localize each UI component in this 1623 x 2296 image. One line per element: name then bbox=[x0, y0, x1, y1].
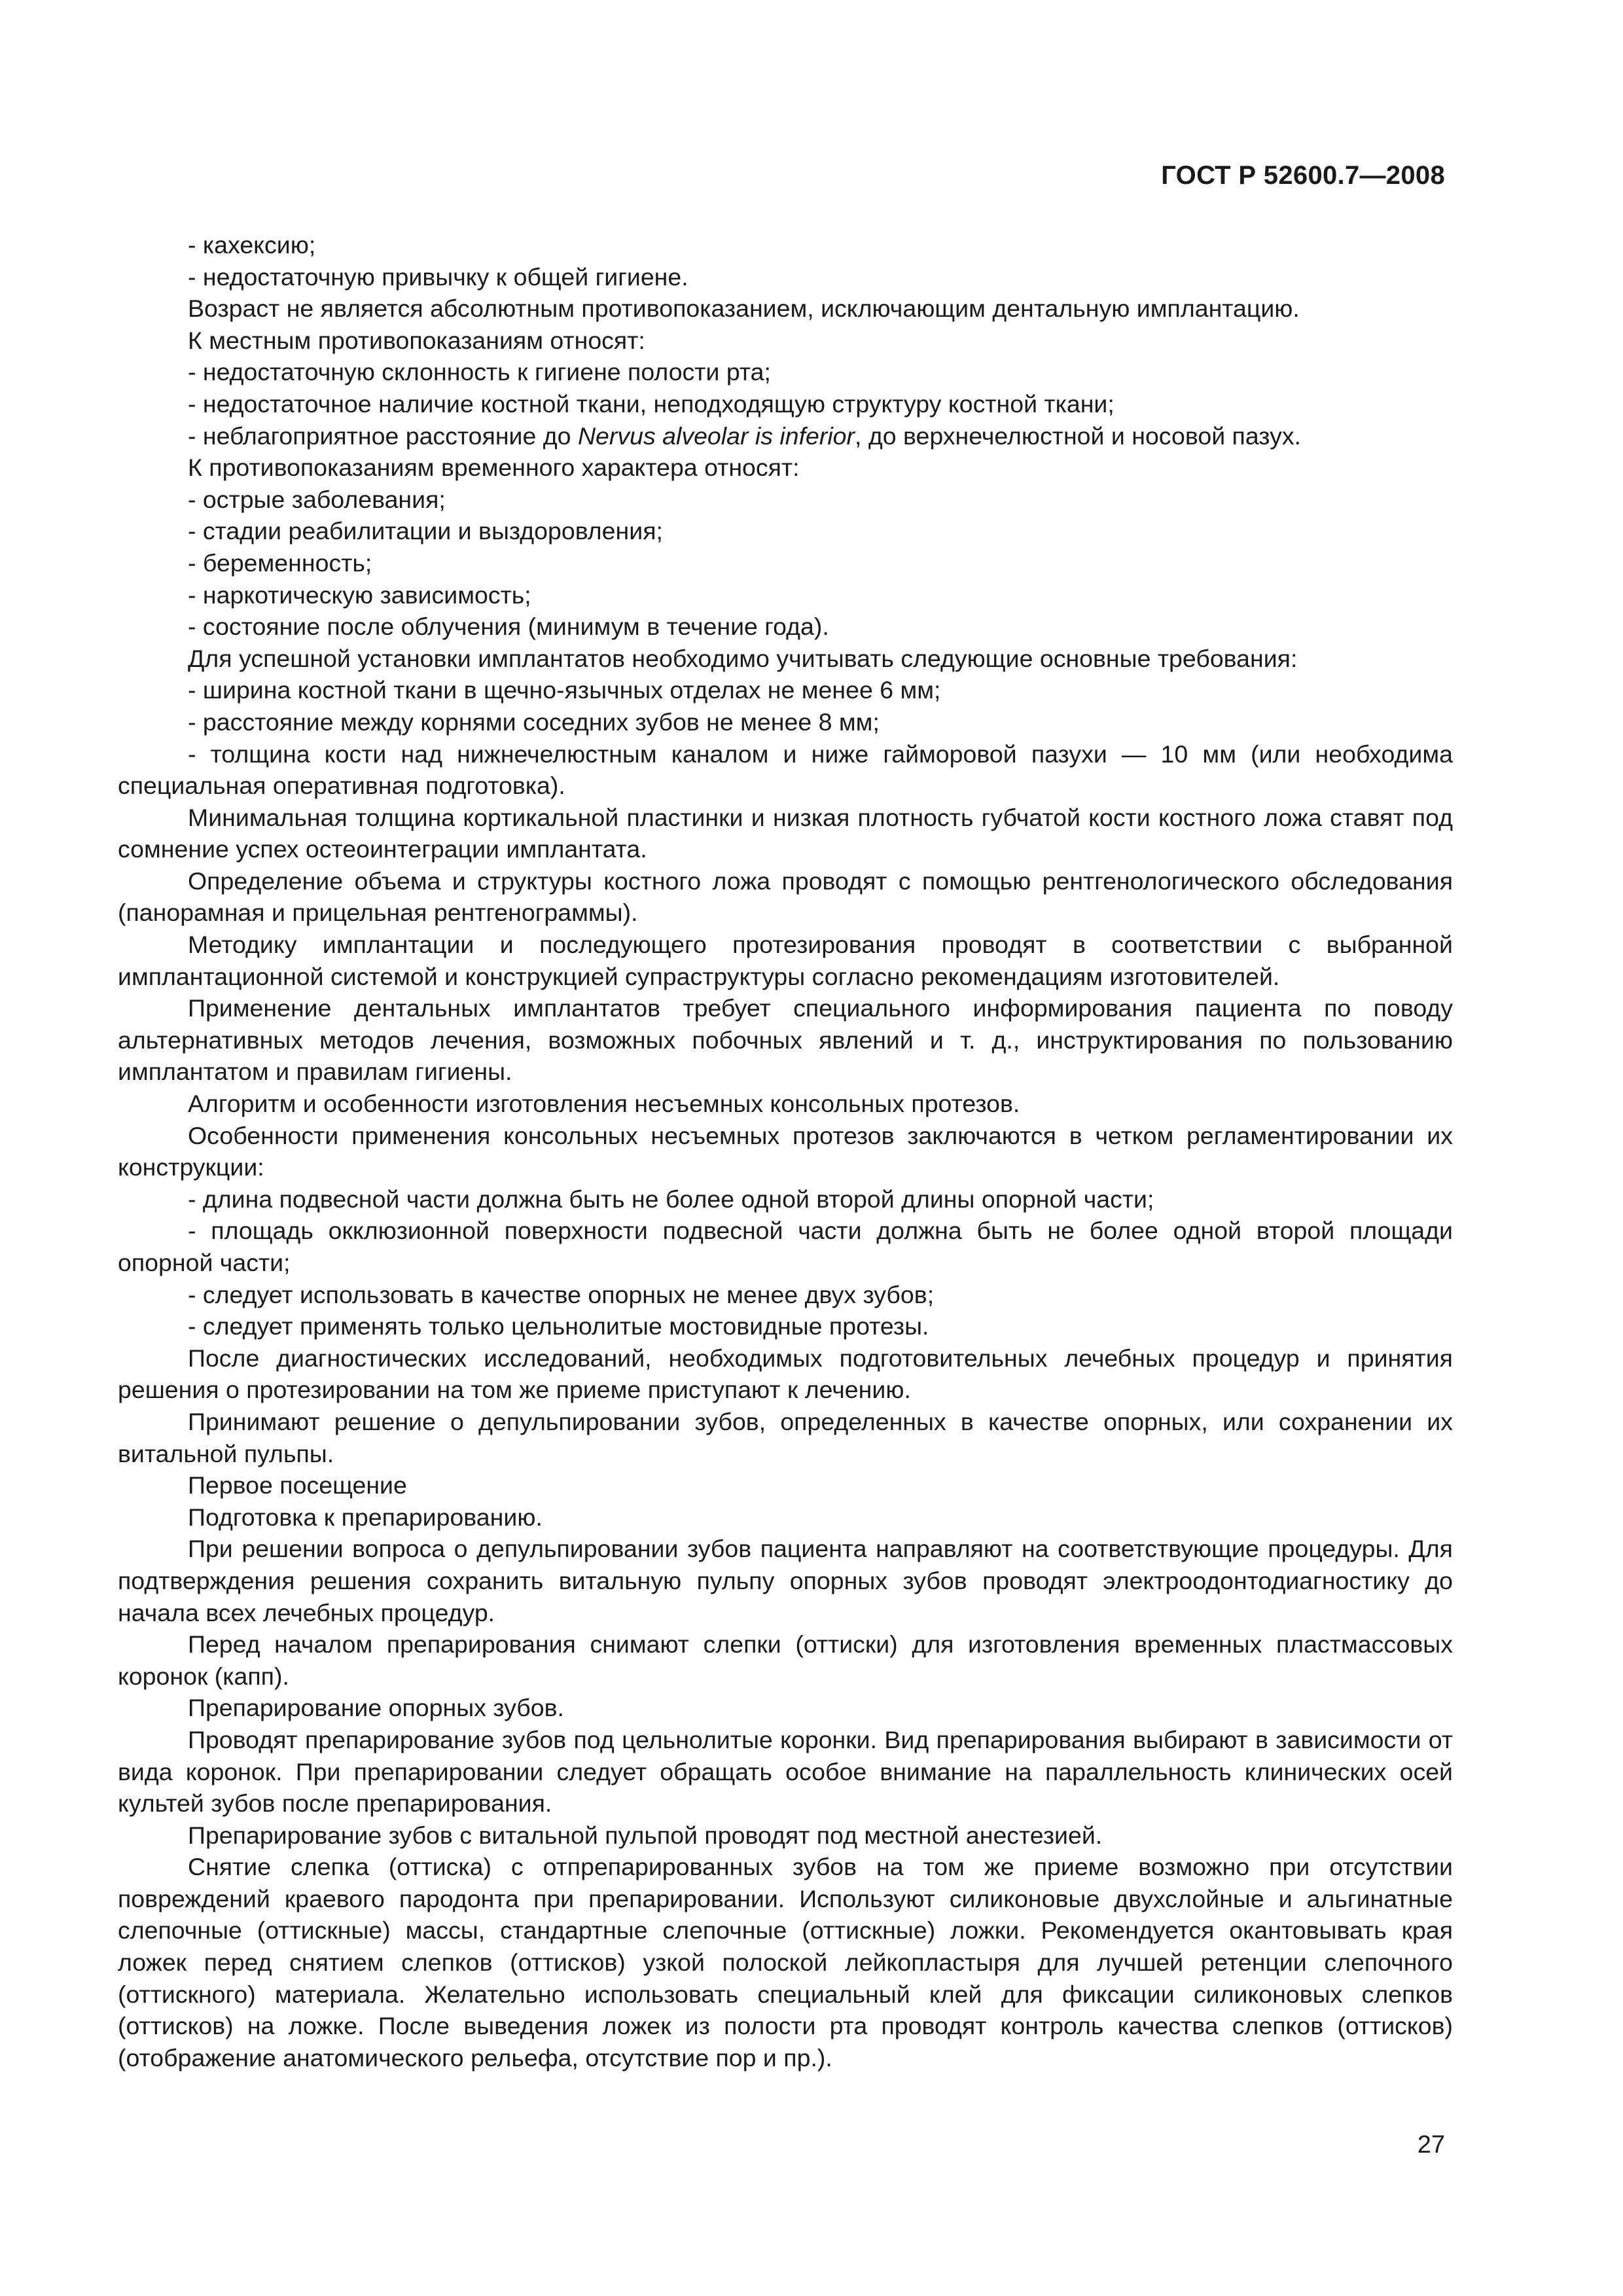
paragraph: - следует использовать в качестве опорных не менее двух зубов; bbox=[188, 1280, 935, 1308]
paragraph: Определение объема и структуры костного ложа проводят с помощью рентгенологического обследования (панорамная и прицельная рентгенограммы). bbox=[118, 867, 1453, 927]
paragraph: Препарирование зубов с витальной пульпой проводят под местной анестезией. bbox=[188, 1821, 1103, 1849]
paragraph: Алгоритм и особенности изготовления несъемных консольных протезов. bbox=[188, 1090, 1020, 1118]
paragraph: Подготовка к препарированию. bbox=[188, 1503, 543, 1531]
paragraph: Минимальная толщина кортикальной пластинки и низкая плотность губчатой кости костного ложа ставят под сомнение успех остеоинтеграции имплантата. bbox=[118, 803, 1453, 863]
paragraph: - недостаточную привычку к общей гигиене. bbox=[188, 262, 688, 291]
paragraph: Методику имплантации и последующего протезирования проводят в соответствии с выбранной имплантационной системой и конструкцией супраструктуры согласно рекомендациям изготовителей. bbox=[118, 931, 1453, 990]
latin-term: Nervus alveolar is inferior bbox=[577, 422, 855, 450]
paragraph: Особенности применения консольных несъемных протезов заключаются в четком регламентировании их конструкции: bbox=[118, 1121, 1453, 1181]
paragraph: - следует применять только цельнолитые мостовидные протезы. bbox=[188, 1312, 929, 1340]
paragraph: - толщина кости над нижнечелюстным каналом и ниже гайморовой пазухи — 10 мм (или необходима специальная оперативная подготовка). bbox=[118, 740, 1453, 800]
paragraph: Применение дентальных имплантатов требует специального информирования пациента по поводу альтернативных методов лечения, возможных побочных явлений и т. д., инструктирования по пользованию имплантатом и правилам гигиены. bbox=[118, 994, 1453, 1086]
paragraph: Препарирование опорных зубов. bbox=[188, 1694, 564, 1722]
paragraph: - состояние после облучения (минимум в течение года). bbox=[188, 613, 829, 641]
paragraph: Возраст не является абсолютным противопоказанием, исключающим дентальную имплантацию. bbox=[188, 295, 1300, 323]
paragraph-text: - неблагоприятное расстояние до bbox=[188, 422, 578, 450]
paragraph: После диагностических исследований, необходимых подготовительных лечебных процедур и принятия решения о протезировании на том же приеме приступают к лечению. bbox=[118, 1344, 1453, 1404]
paragraph bbox=[118, 420, 1453, 452]
paragraph: - кахексию; bbox=[188, 231, 316, 259]
paragraph: - стадии реабилитации и выздоровления; bbox=[188, 517, 663, 545]
paragraph: Перед началом препарирования снимают слепки (оттиски) для изготовления временных пластмассовых коронок (капп). bbox=[118, 1630, 1453, 1690]
paragraph: - острые заболевания; bbox=[188, 485, 446, 513]
paragraph: К местным противопоказаниям относят: bbox=[188, 326, 645, 354]
paragraph: При решении вопроса о депульпировании зубов пациента направляют на соответствующие процедуры. Для подтверждения решения сохранить витальную пульпу опорных зубов проводят электроодонтодиагностику до начала всех лечебных процедур. bbox=[118, 1535, 1453, 1626]
paragraph: Снятие слепка (оттиска) с отпрепарированных зубов на том же приеме возможно при отсутствии повреждений краевого пародонта при препарировании. Используют силиконовые двухслойные и альгинатные слепочные (оттискные) массы, стандартные слепочные (оттискные) ложки. Рекомендуется окантовывать края ложек перед снятием слепков (оттисков) узкой полоской лейкопластыря для лучшей ретенции слепочного (оттискного) материала. Желательно использовать специальный клей для фиксации силиконовых слепков (оттисков) на ложке. После выведения ложек из полости рта проводят контроль качества слепков (оттисков) (отображение анатомического рельефа, отсутствие пор и пр.). bbox=[118, 1853, 1453, 2072]
paragraph: Проводят препарирование зубов под цельнолитые коронки. Вид препарирования выбирают в зависимости от вида коронок. При препарировании следует обращать особое внимание на параллельность клинических осей культей зубов после препарирования. bbox=[118, 1725, 1453, 1818]
paragraph-text: , до верхнечелюстной и носовой пазух. bbox=[855, 422, 1301, 450]
paragraph: Первое посещение bbox=[188, 1471, 407, 1499]
paragraph: К противопоказаниям временного характера относят: bbox=[188, 454, 800, 482]
paragraph: - недостаточное наличие костной ткани, неподходящую структуру костной ткани; bbox=[188, 389, 1115, 418]
paragraph: - недостаточную склонность к гигиене полости рта; bbox=[188, 358, 771, 386]
paragraph: Принимают решение о депульпировании зубов, определенных в качестве опорных, или сохранении их витальной пульпы. bbox=[118, 1407, 1453, 1467]
paragraph: - площадь окклюзионной поверхности подвесной части должна быть не более одной второй площади опорной части; bbox=[118, 1217, 1453, 1276]
document-body bbox=[118, 229, 1453, 2073]
page-number: 27 bbox=[1417, 2131, 1445, 2159]
paragraph: - длина подвесной части должна быть не более одной второй длины опорной части; bbox=[188, 1185, 1154, 1213]
paragraph: Для успешной установки имплантатов необходимо учитывать следующие основные требования: bbox=[188, 644, 1298, 672]
paragraph: - расстояние между корнями соседних зубов не менее 8 мм; bbox=[188, 708, 880, 736]
document-header: ГОСТ Р 52600.7—2008 bbox=[1161, 161, 1445, 190]
paragraph: - наркотическую зависимость; bbox=[188, 581, 531, 609]
paragraph: - ширина костной ткани в щечно-язычных отделах не менее 6 мм; bbox=[188, 676, 941, 704]
paragraph: - беременность; bbox=[188, 548, 372, 577]
